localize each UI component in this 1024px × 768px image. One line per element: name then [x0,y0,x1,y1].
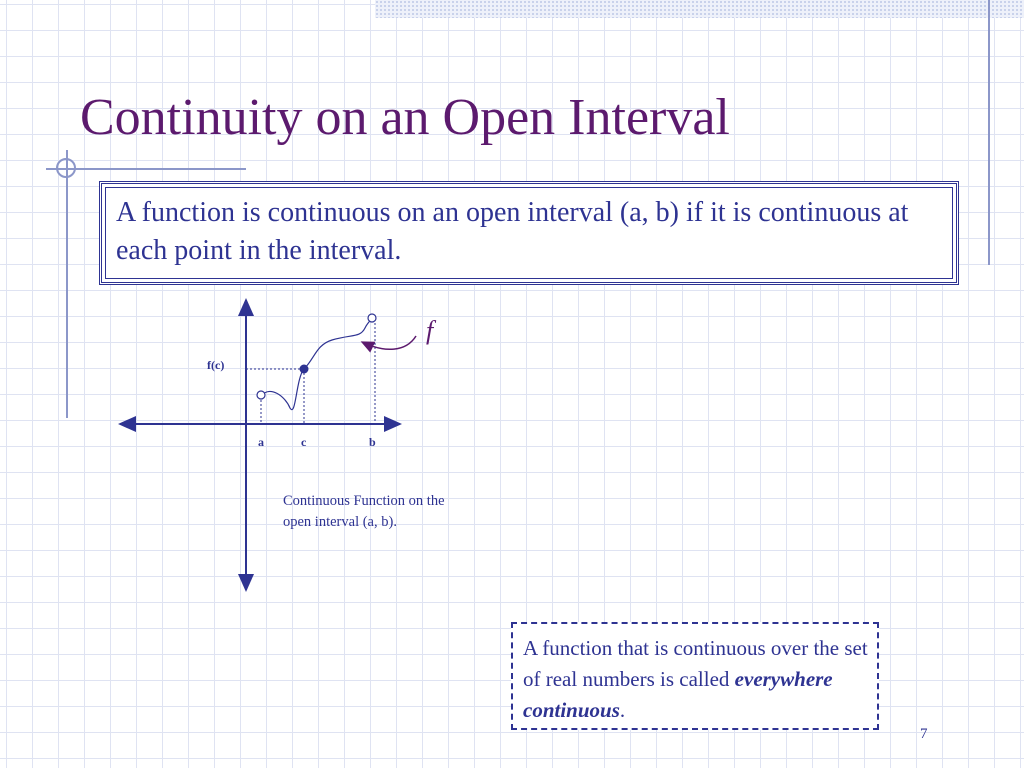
graph-caption: Continuous Function on the open interval (a, b). [283,493,445,530]
x-label-a: a [258,435,264,449]
decorative-circle [56,158,76,178]
note-emphasis: everywhere continuous [523,667,833,722]
slide-title: Continuity on an Open Interval [80,89,730,146]
function-label: f [426,316,434,345]
fc-label: f(c) [207,358,225,372]
note-text-after: . [619,698,626,722]
page-number: 7 [920,726,928,742]
note-text-before: A function that is continuous over the set of real numbers is called [523,636,868,691]
definition-box [99,181,959,285]
decorative-vertical-line-right [988,0,990,265]
function-pointer-arrow [362,336,416,349]
continuity-graph [110,290,470,605]
open-endpoint-b [368,314,376,322]
x-label-c: c [301,435,307,449]
header-pattern-band [375,0,1024,18]
open-endpoint-a [257,391,265,399]
point-c [300,365,309,374]
definition-text: A function is continuous on an open interval (a, b) if it is continuous at each point in the interval. [116,197,909,266]
function-curve [261,319,372,410]
decorative-horizontal-line [46,168,246,170]
x-label-b: b [369,435,376,449]
note-box [511,622,879,730]
note-text [523,633,873,726]
decorative-vertical-line-left [66,150,68,418]
